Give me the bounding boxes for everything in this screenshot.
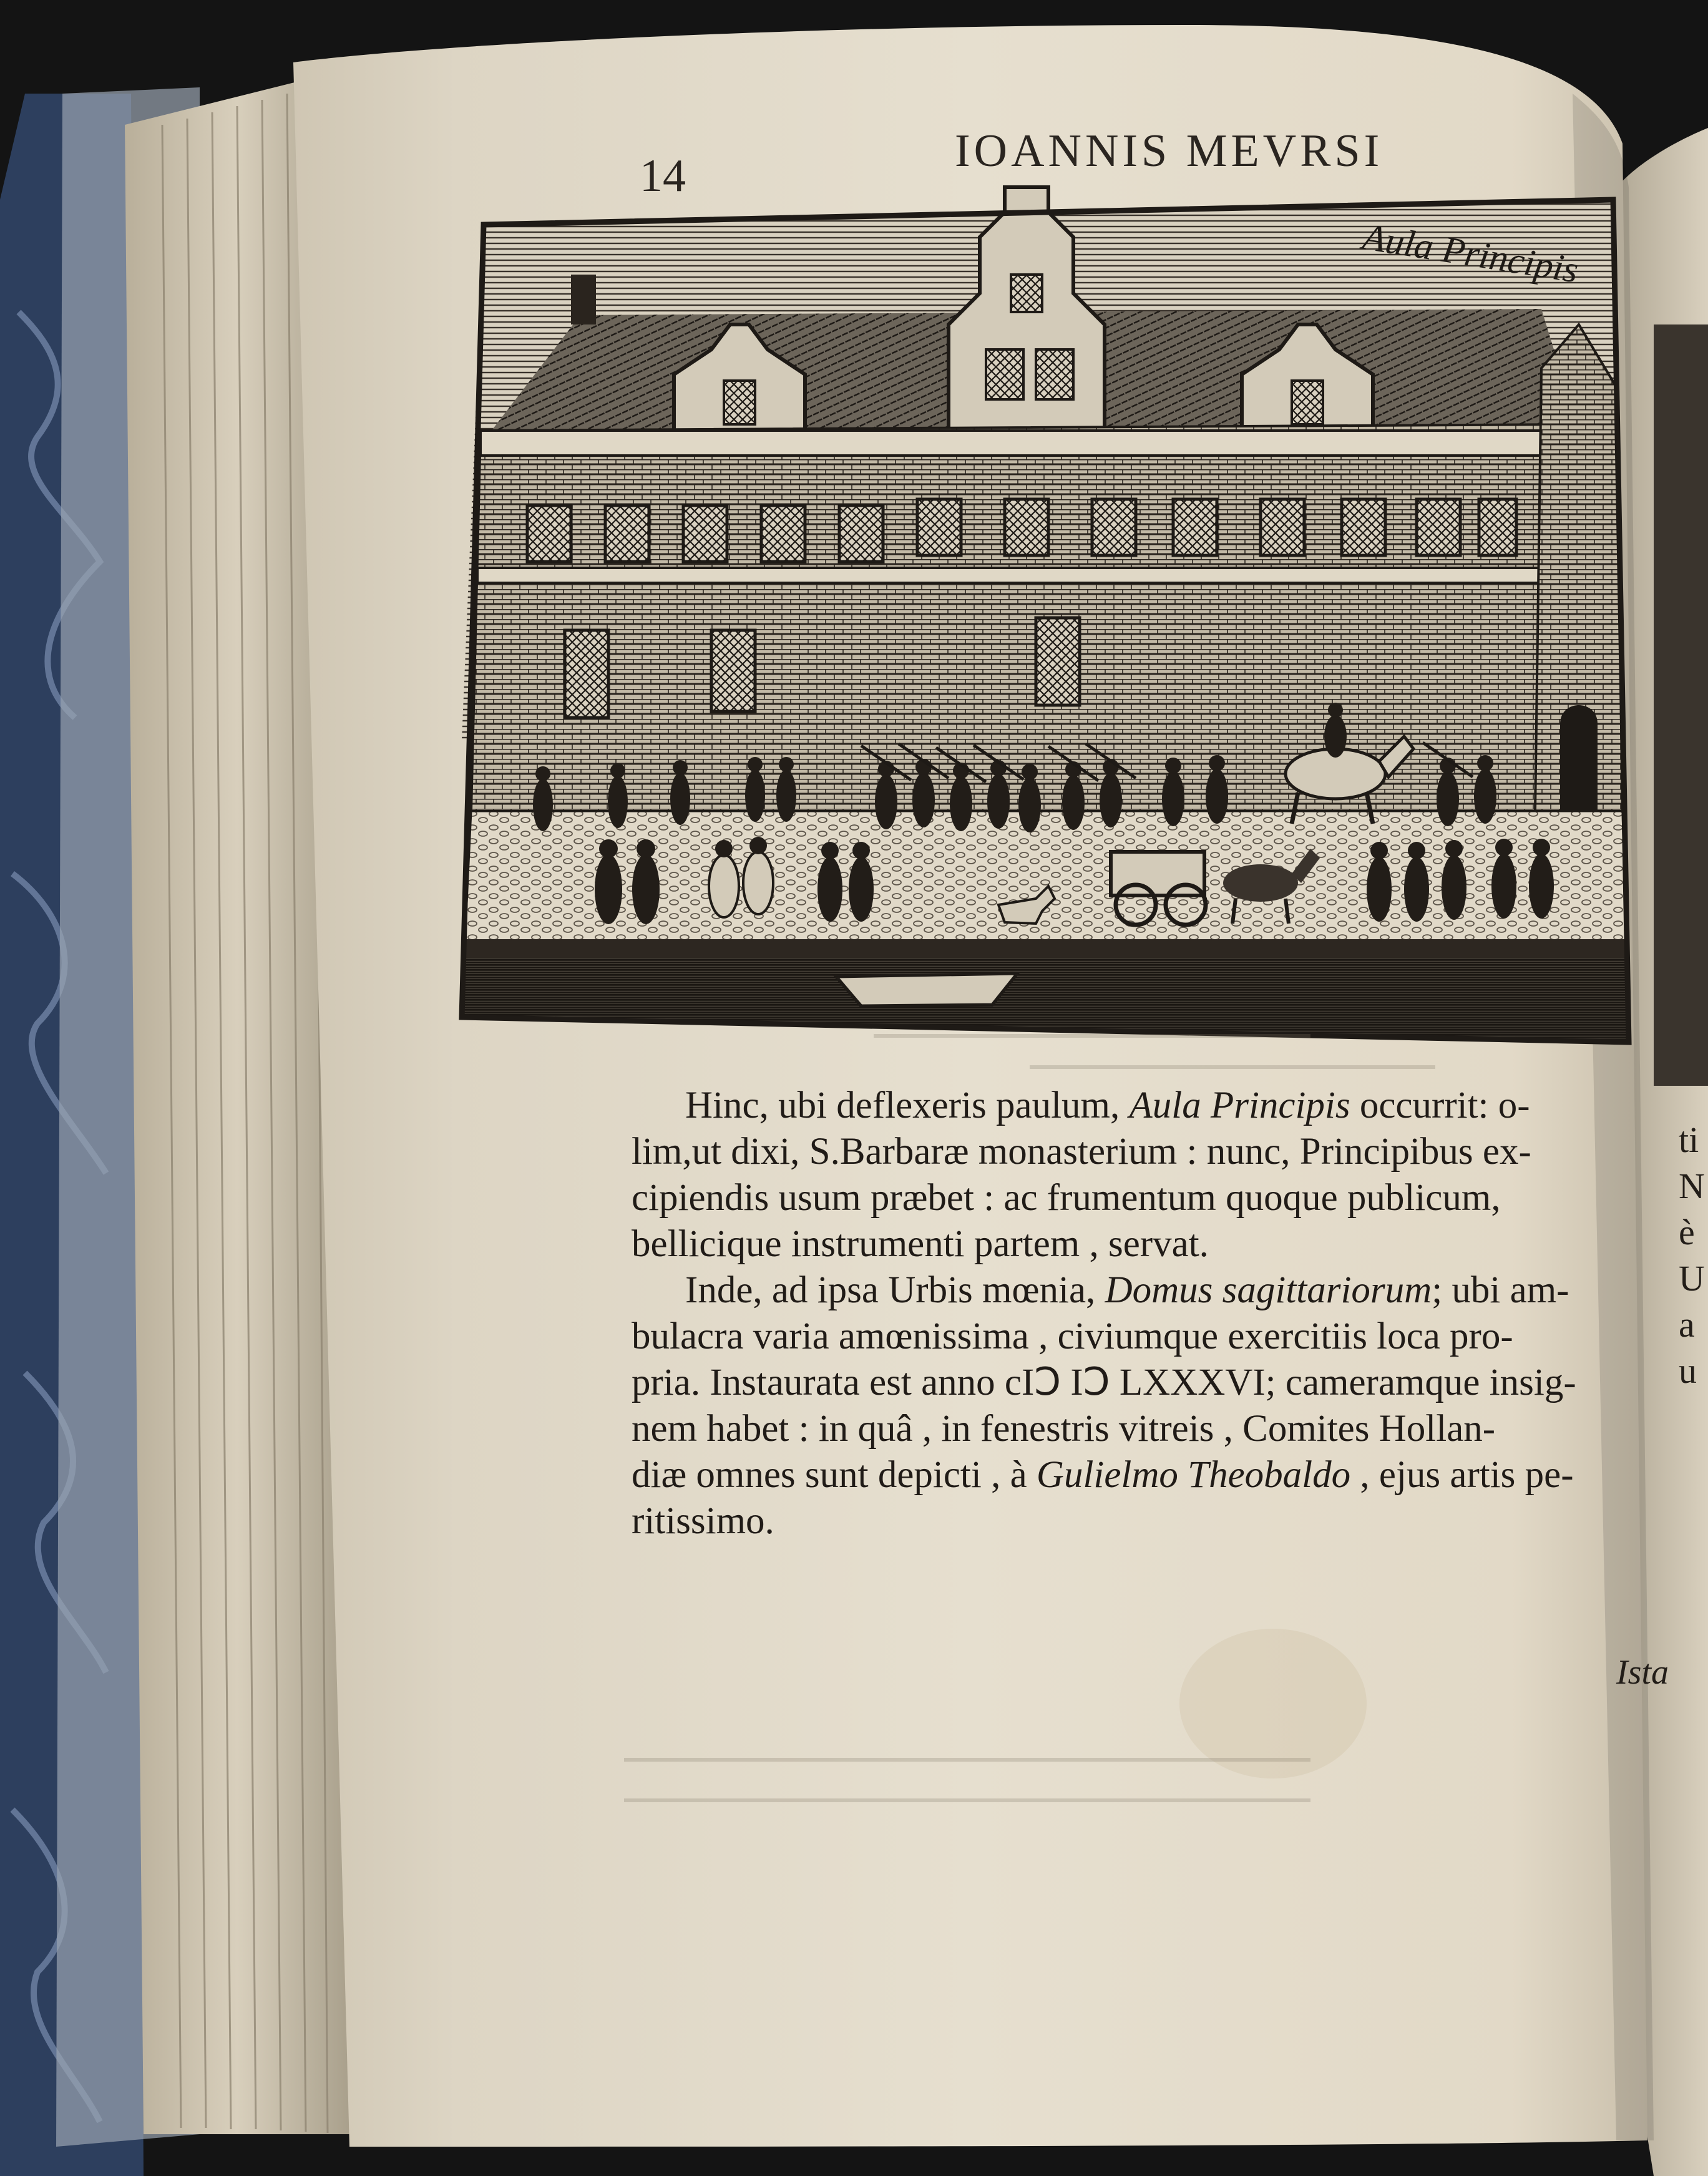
engraving-tower-door — [1560, 705, 1598, 811]
page-number: 14 — [640, 150, 686, 202]
engraving-chimney — [571, 275, 596, 324]
fragment: u — [1679, 1350, 1697, 1391]
text-line: bellicique instrumenti partem , servat. — [632, 1223, 1209, 1265]
text-line: Hinc, ubi deflexeris paulum, Aula Principis occurrit: o- — [685, 1085, 1530, 1126]
text-line: diæ omnes sunt depicti , à Gulielmo Theobaldo , ejus artis pe- — [632, 1454, 1574, 1496]
engraving-dormer-window — [724, 381, 755, 424]
engraving-facade — [471, 424, 1579, 811]
domus-sagittariorum-term: Domus sagittariorum — [1105, 1269, 1432, 1311]
body-text — [632, 1083, 1642, 1544]
engraving-quay-edge — [465, 939, 1626, 958]
text-line: pria. Instaurata est anno cIↃ IↃ LXXXVI; cameramque insig- — [632, 1362, 1576, 1403]
paragraph-aula-principis — [632, 1083, 1642, 1267]
engraving-gable-window — [1011, 275, 1042, 312]
engraving-caption: Aula Principis — [1360, 215, 1581, 291]
text-line: nem habet : in quâ , in fenestris vitreis , Comites Hollan- — [632, 1408, 1496, 1450]
fragment: N — [1679, 1166, 1705, 1206]
right-page-text-fragments — [1679, 1117, 1708, 1394]
running-head: IOANNIS MEVRSI — [955, 125, 1383, 177]
paragraph-domus-sagittariorum — [632, 1267, 1642, 1544]
foxing-stain — [1179, 1629, 1367, 1778]
text-line: cipiendis usum præbet : ac frumentum quoque publicum, — [632, 1177, 1501, 1219]
text-line: ritissimo. — [632, 1500, 774, 1542]
fragment: U — [1679, 1258, 1705, 1299]
engraving-gable-window — [1036, 349, 1073, 399]
text-line: Inde, ad ipsa Urbis mœnia, Domus sagittariorum; ubi am- — [685, 1269, 1569, 1311]
engraving-boat — [836, 973, 1017, 1006]
gulielmo-theobaldo-name: Gulielmo Theobaldo — [1036, 1454, 1351, 1496]
right-page-engraving-edge — [1654, 324, 1708, 1086]
aula-principis-term: Aula Principis — [1129, 1085, 1350, 1126]
text-line: bulacra varia amœnissima , civiumque exercitiis loca pro- — [632, 1315, 1513, 1357]
engraving-string-course — [477, 568, 1576, 583]
engraving-gable-window — [986, 349, 1023, 399]
engraving-cornice — [481, 431, 1576, 456]
fragment: ti — [1679, 1120, 1699, 1160]
fragment: è — [1679, 1212, 1695, 1252]
fragment: a — [1679, 1304, 1695, 1345]
engraving-aula-principis — [462, 187, 1629, 1042]
right-page-catchword: Ista — [1616, 1653, 1669, 1692]
text-line: lim,ut dixi, S.Barbaræ monasterium : nunc, Principibus ex- — [632, 1131, 1531, 1173]
engraving-dormer-window — [1292, 381, 1323, 424]
